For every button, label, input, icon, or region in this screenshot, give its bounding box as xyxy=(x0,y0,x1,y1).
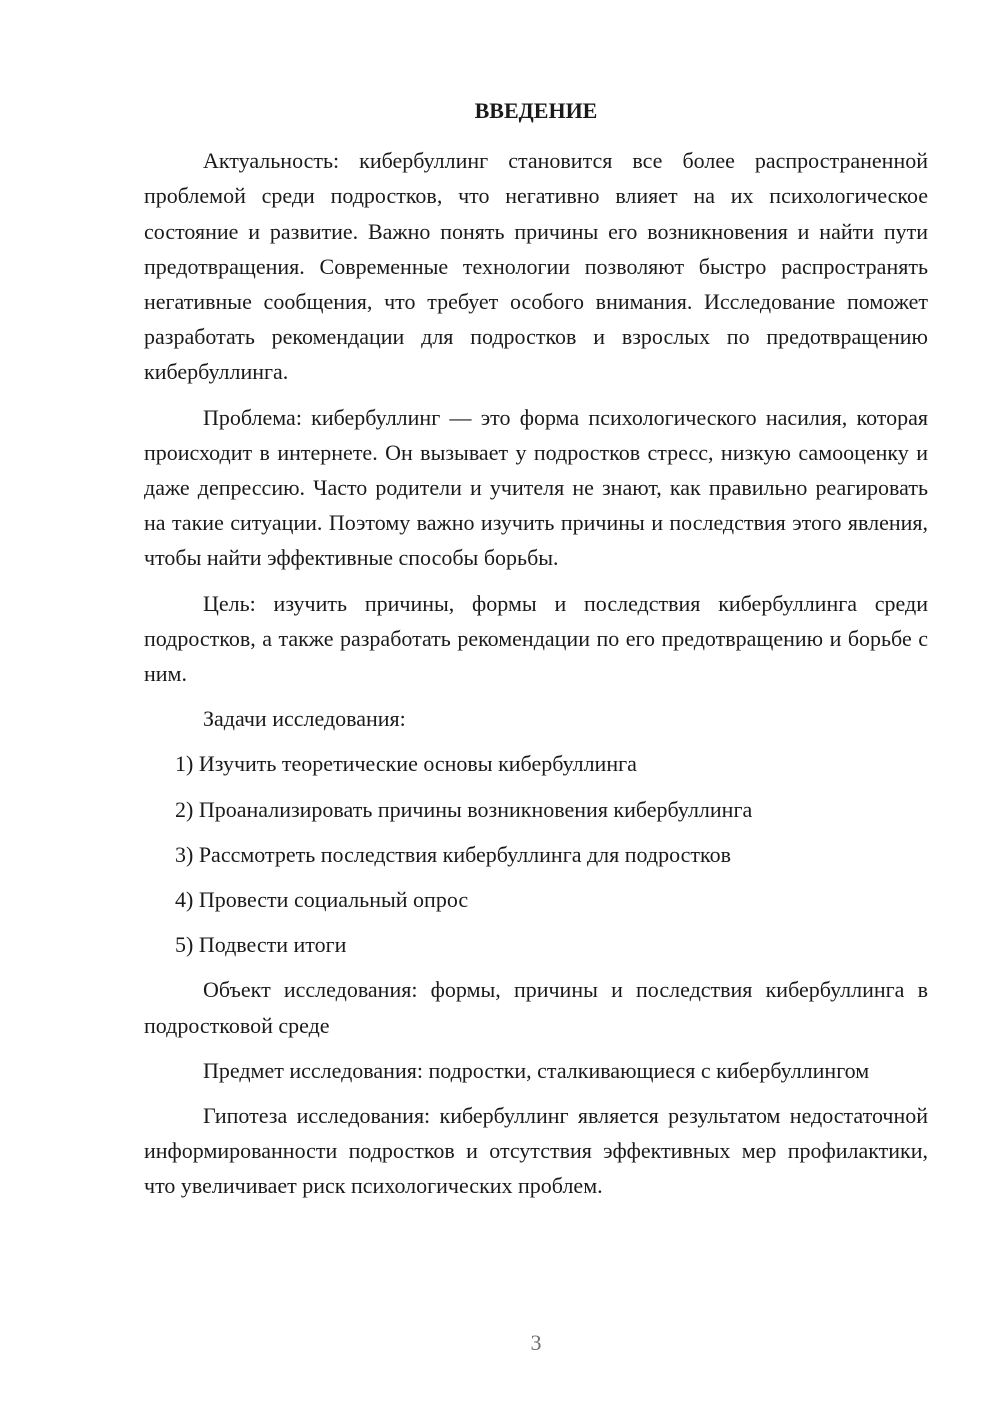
goal-paragraph: Цель: изучить причины, формы и последствия кибербуллинга среди подростков, а также разработать рекомендации по его предотвращению и борьбе с ним. xyxy=(144,590,928,687)
task-item: 5) Подвести итоги xyxy=(175,932,347,958)
task-item: 2) Проанализировать причины возникновения кибербуллинга xyxy=(175,796,753,822)
subject-paragraph: Предмет исследования: подростки, сталкивающиеся с кибербуллингом xyxy=(203,1057,870,1083)
task-item: 3) Рассмотреть последствия кибербуллинга для подростков xyxy=(175,841,731,867)
tasks-heading: Задачи исследования: xyxy=(203,706,406,732)
object-paragraph: Объект исследования: формы, причины и последствия кибербуллинга в подростковой среде xyxy=(144,977,928,1038)
task-item: 4) Провести социальный опрос xyxy=(175,887,469,913)
hypothesis-paragraph: Гипотеза исследования: кибербуллинг является результатом недостаточной информированности подростков и отсутствия эффективных мер профилактики, что увеличивает риск психологических проблем. xyxy=(144,1103,928,1199)
page-number: 3 xyxy=(530,1330,542,1355)
page-title: ВВЕДЕНИЕ xyxy=(474,98,598,123)
task-item: 1) Изучить теоретические основы кибербуллинга xyxy=(175,751,637,777)
problem-paragraph: Проблема: кибербуллинг — это форма психологического насилия, которая происходит в интернете. Он вызывает у подростков стресс, низкую самооценку и даже депрессию. Часто родители и учителя не знают, как правильно реагировать на такие ситуации. Поэтому важно изучить причины и последствия этого явления, чтобы найти эффективные способы борьбы. xyxy=(144,404,928,571)
page-content xyxy=(144,93,928,1214)
relevance-paragraph: Актуальность: кибербуллинг становится все более распространенной проблемой среди подростков, что негативно влияет на их психологическое состояние и развитие. Важно понять причины его возникновения и найти пути предотвращения. Современные технологии позволяют быстро распространять негативные сообщения, что требует особого внимания. Исследование поможет разработать рекомендации для подростков и взрослых по предотвращению кибербуллинга. xyxy=(144,148,928,385)
